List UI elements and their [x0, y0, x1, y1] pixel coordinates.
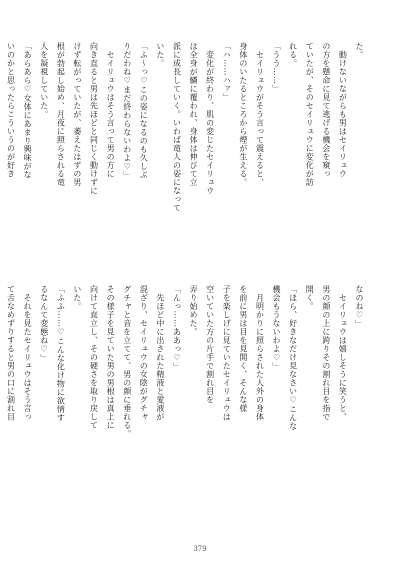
text-line: の方を懸命に見て逃げる機会を窺っ	[321, 42, 331, 178]
text-line: 「んっ……ああっ♡」	[172, 285, 182, 371]
text-line: 「うう……」	[272, 42, 282, 93]
text-line: グチャと音を立てて、男の顔に垂れる。	[122, 285, 132, 438]
text-line: 人を凝視していた。	[39, 42, 49, 119]
text-line: 派に成長していく。いわば竜人の姿になって	[172, 42, 182, 212]
text-line: 「ふふ……♡こんな化け物に欲情す	[56, 285, 66, 422]
text-line: 身体のいたるところから煙が生える。	[238, 42, 248, 187]
text-line: れる。	[288, 42, 298, 68]
text-line: 「あらあら♡女体にあまり興味がな	[23, 42, 33, 179]
text-line: 「ハ……ハァ」	[222, 42, 232, 102]
text-line: 向き直ると男は先ほどと同じく動けずに	[89, 42, 99, 195]
text-line: 機会もうないわよ♡」	[272, 285, 282, 371]
text-line: 男の顔の上に跨りその割れ目を指で	[321, 285, 331, 421]
text-line: るなんて変態ね♡」	[39, 285, 49, 363]
text-line: 空いていた方の片手で割れ目を	[205, 285, 215, 404]
text-line: 月明かりに照らされた人外の身体	[255, 285, 265, 421]
text-line: 「ふ〜っ♡この姿になるのも久しぶ	[139, 42, 149, 179]
text-line: 動けないながらも男はセイリュウ	[338, 42, 348, 178]
text-line: いた。	[72, 285, 82, 311]
text-line: その様子を見ていた男の男根は真上に	[106, 285, 116, 430]
text-line: 変化が終わり、肌の変じたセイリュウ	[205, 42, 215, 195]
text-line: セイリュウがそう言って震えると、	[255, 42, 265, 187]
text-line: ていたが、そのセイリュウに変化が訪	[305, 42, 315, 187]
text-line: 先ほど中に出された精液と愛液が	[155, 285, 165, 421]
text-line: 開く。	[305, 285, 315, 311]
text-band-upper	[6, 42, 367, 274]
text-line: た。	[355, 42, 364, 59]
text-line: 混ざり、セイリュウの女陰がグチャ	[139, 285, 149, 421]
text-line: セイリュウはそう言って男の方に	[106, 42, 116, 178]
text-line: りだわね♡まだ終わらないわよ♡」	[122, 42, 132, 180]
text-line: セイリュウは嬉しそうに笑うと、	[338, 285, 348, 421]
text-line: 根が勃起し始め、月夜に照らされる竜	[56, 42, 66, 187]
text-line: いのかと思ったらこういうのが好き	[6, 42, 16, 178]
text-line: は全身が鱗に覆われ、身体は伸びて立	[189, 42, 199, 187]
text-band-lower	[6, 285, 367, 517]
text-line: けず転がっていたが、萎えたはずの男	[72, 42, 82, 187]
page-number: 379	[193, 545, 207, 553]
text-line: それを見たセイリュウはそう言っ	[23, 285, 33, 421]
text-line: いた。	[155, 42, 165, 68]
text-line: 「ほら、好きなだけ見なさい♡こんな	[288, 285, 298, 431]
text-line: て舌なめずりすると男の口に割れ目	[6, 285, 16, 421]
text-line: なのね♡」	[355, 285, 364, 329]
text-line: 向けて直立し、その硬さを取り戻して	[89, 285, 99, 430]
text-line: 子を楽しげに見ていたセイリュウは	[222, 285, 232, 421]
text-line: 弄り始めた。	[189, 285, 199, 336]
text-line: を前に男は目を見開く、そんな様	[238, 285, 248, 413]
